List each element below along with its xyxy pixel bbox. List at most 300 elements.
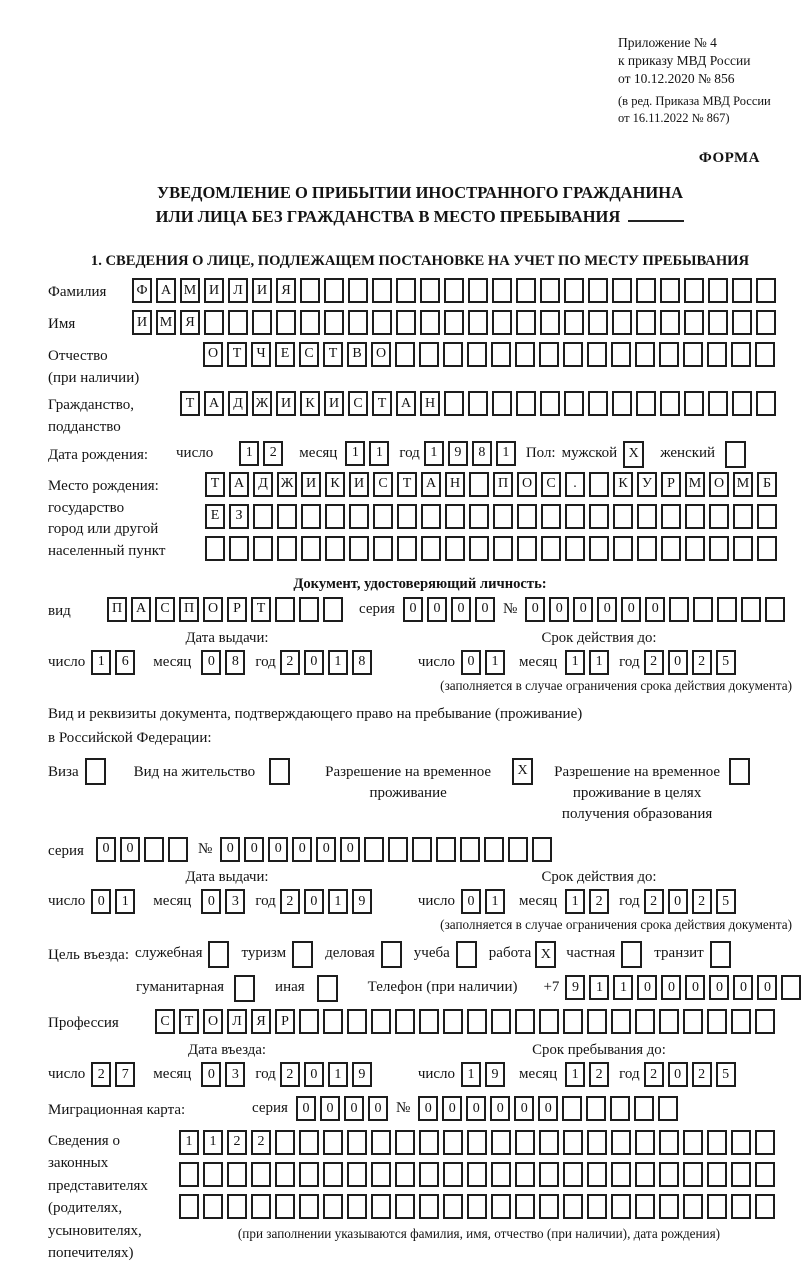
char-box[interactable]: 0 <box>514 1096 534 1121</box>
char-box[interactable] <box>539 1162 559 1187</box>
char-box[interactable]: 1 <box>565 1062 585 1087</box>
char-box[interactable] <box>565 536 585 561</box>
char-box[interactable] <box>564 391 584 416</box>
char-box[interactable]: А <box>421 472 441 497</box>
char-box[interactable] <box>491 1130 511 1155</box>
char-box[interactable]: И <box>324 391 344 416</box>
checkbox[interactable] <box>85 758 106 785</box>
char-box[interactable] <box>205 536 225 561</box>
char-box[interactable] <box>276 310 296 335</box>
char-box[interactable]: Д <box>253 472 273 497</box>
char-box[interactable] <box>397 536 417 561</box>
char-box[interactable]: 1 <box>565 650 585 675</box>
char-box[interactable] <box>275 1162 295 1187</box>
char-box[interactable]: 1 <box>424 441 444 466</box>
char-box[interactable] <box>469 536 489 561</box>
char-box[interactable] <box>275 1130 295 1155</box>
char-box[interactable]: 5 <box>716 650 736 675</box>
char-box[interactable]: 1 <box>565 889 585 914</box>
char-box[interactable] <box>301 536 321 561</box>
char-box[interactable] <box>564 310 584 335</box>
char-box[interactable] <box>708 278 728 303</box>
checkbox[interactable]: X <box>512 758 533 785</box>
char-box[interactable] <box>683 1130 703 1155</box>
char-box[interactable]: 2 <box>280 650 300 675</box>
char-box[interactable] <box>371 1009 391 1034</box>
char-box[interactable] <box>349 504 369 529</box>
char-box[interactable]: 2 <box>280 1062 300 1087</box>
char-box[interactable] <box>517 536 537 561</box>
char-box[interactable]: Т <box>323 342 343 367</box>
char-box[interactable] <box>709 536 729 561</box>
char-box[interactable]: 8 <box>352 650 372 675</box>
char-box[interactable]: С <box>373 472 393 497</box>
char-box[interactable] <box>661 504 681 529</box>
char-box[interactable] <box>541 504 561 529</box>
char-box[interactable]: М <box>156 310 176 335</box>
checkbox[interactable]: X <box>623 441 644 468</box>
char-box[interactable] <box>323 597 343 622</box>
char-box[interactable]: С <box>541 472 561 497</box>
char-box[interactable] <box>636 391 656 416</box>
char-box[interactable]: 2 <box>251 1130 271 1155</box>
char-box[interactable]: 0 <box>403 597 423 622</box>
char-box[interactable] <box>589 536 609 561</box>
char-box[interactable] <box>277 536 297 561</box>
char-box[interactable]: Л <box>228 278 248 303</box>
char-box[interactable] <box>683 1009 703 1034</box>
char-box[interactable]: Я <box>180 310 200 335</box>
char-box[interactable]: О <box>371 342 391 367</box>
char-box[interactable] <box>349 536 369 561</box>
char-box[interactable] <box>611 1130 631 1155</box>
char-box[interactable] <box>468 278 488 303</box>
char-box[interactable] <box>683 1194 703 1219</box>
char-box[interactable]: Б <box>757 472 777 497</box>
char-box[interactable] <box>372 310 392 335</box>
char-box[interactable] <box>732 310 752 335</box>
char-box[interactable] <box>635 1162 655 1187</box>
char-box[interactable]: 0 <box>538 1096 558 1121</box>
char-box[interactable]: 2 <box>227 1130 247 1155</box>
char-box[interactable] <box>635 1130 655 1155</box>
char-box[interactable] <box>203 1194 223 1219</box>
char-box[interactable]: Ж <box>252 391 272 416</box>
char-box[interactable] <box>659 1194 679 1219</box>
char-box[interactable] <box>635 342 655 367</box>
char-box[interactable]: Т <box>180 391 200 416</box>
char-box[interactable]: Н <box>445 472 465 497</box>
char-box[interactable]: 0 <box>296 1096 316 1121</box>
char-box[interactable] <box>491 1194 511 1219</box>
char-box[interactable]: 0 <box>668 650 688 675</box>
char-box[interactable]: 0 <box>368 1096 388 1121</box>
char-box[interactable] <box>516 278 536 303</box>
char-box[interactable]: 2 <box>644 889 664 914</box>
char-box[interactable] <box>323 1009 343 1034</box>
char-box[interactable] <box>443 1194 463 1219</box>
char-box[interactable]: 1 <box>589 650 609 675</box>
char-box[interactable] <box>707 1194 727 1219</box>
char-box[interactable] <box>371 1130 391 1155</box>
char-box[interactable] <box>565 504 585 529</box>
char-box[interactable]: 0 <box>304 889 324 914</box>
char-box[interactable] <box>468 391 488 416</box>
char-box[interactable] <box>395 1130 415 1155</box>
char-box[interactable]: У <box>637 472 657 497</box>
char-box[interactable]: П <box>493 472 513 497</box>
char-box[interactable] <box>588 278 608 303</box>
char-box[interactable] <box>397 504 417 529</box>
char-box[interactable] <box>515 1194 535 1219</box>
char-box[interactable] <box>539 1009 559 1034</box>
char-box[interactable] <box>299 597 319 622</box>
char-box[interactable] <box>419 1130 439 1155</box>
char-box[interactable]: В <box>347 342 367 367</box>
checkbox[interactable] <box>725 441 746 468</box>
char-box[interactable]: 1 <box>203 1130 223 1155</box>
char-box[interactable]: Т <box>397 472 417 497</box>
char-box[interactable] <box>611 1194 631 1219</box>
char-box[interactable] <box>325 536 345 561</box>
char-box[interactable]: Т <box>227 342 247 367</box>
char-box[interactable]: 2 <box>692 650 712 675</box>
char-box[interactable] <box>467 342 487 367</box>
char-box[interactable] <box>685 504 705 529</box>
char-box[interactable] <box>731 1130 751 1155</box>
char-box[interactable]: 1 <box>179 1130 199 1155</box>
char-box[interactable] <box>707 1009 727 1034</box>
char-box[interactable]: Я <box>276 278 296 303</box>
char-box[interactable] <box>589 472 609 497</box>
char-box[interactable] <box>732 391 752 416</box>
char-box[interactable]: 6 <box>115 650 135 675</box>
char-box[interactable] <box>324 310 344 335</box>
char-box[interactable]: А <box>156 278 176 303</box>
char-box[interactable] <box>491 1162 511 1187</box>
char-box[interactable] <box>637 504 657 529</box>
char-box[interactable] <box>539 342 559 367</box>
char-box[interactable] <box>372 278 392 303</box>
char-box[interactable]: Е <box>205 504 225 529</box>
char-box[interactable] <box>757 536 777 561</box>
char-box[interactable] <box>347 1130 367 1155</box>
char-box[interactable]: Т <box>372 391 392 416</box>
char-box[interactable] <box>733 504 753 529</box>
char-box[interactable] <box>324 278 344 303</box>
char-box[interactable] <box>421 536 441 561</box>
char-box[interactable] <box>563 1009 583 1034</box>
char-box[interactable] <box>253 504 273 529</box>
char-box[interactable] <box>612 278 632 303</box>
checkbox[interactable]: X <box>535 941 556 968</box>
char-box[interactable] <box>755 342 775 367</box>
char-box[interactable] <box>395 1009 415 1034</box>
char-box[interactable] <box>323 1194 343 1219</box>
char-box[interactable]: 0 <box>320 1096 340 1121</box>
char-box[interactable] <box>373 536 393 561</box>
char-box[interactable]: 3 <box>225 1062 245 1087</box>
char-box[interactable] <box>562 1096 582 1121</box>
char-box[interactable]: 1 <box>328 1062 348 1087</box>
char-box[interactable] <box>755 1162 775 1187</box>
char-box[interactable] <box>443 1162 463 1187</box>
char-box[interactable]: А <box>396 391 416 416</box>
checkbox[interactable] <box>710 941 731 968</box>
char-box[interactable] <box>492 310 512 335</box>
char-box[interactable]: С <box>348 391 368 416</box>
char-box[interactable] <box>637 536 657 561</box>
char-box[interactable] <box>347 1194 367 1219</box>
char-box[interactable] <box>516 391 536 416</box>
char-box[interactable]: С <box>155 1009 175 1034</box>
char-box[interactable]: 0 <box>451 597 471 622</box>
char-box[interactable]: 0 <box>733 975 753 1000</box>
char-box[interactable] <box>659 1130 679 1155</box>
char-box[interactable] <box>371 1162 391 1187</box>
char-box[interactable] <box>420 278 440 303</box>
char-box[interactable] <box>611 342 631 367</box>
char-box[interactable] <box>388 837 408 862</box>
char-box[interactable]: 1 <box>91 650 111 675</box>
char-box[interactable]: 0 <box>91 889 111 914</box>
char-box[interactable]: 0 <box>573 597 593 622</box>
checkbox[interactable] <box>729 758 750 785</box>
char-box[interactable]: Д <box>228 391 248 416</box>
char-box[interactable] <box>515 342 535 367</box>
char-box[interactable]: 2 <box>644 1062 664 1087</box>
char-box[interactable]: 0 <box>525 597 545 622</box>
char-box[interactable]: 2 <box>692 1062 712 1087</box>
char-box[interactable] <box>756 391 776 416</box>
char-box[interactable]: 9 <box>352 1062 372 1087</box>
char-box[interactable] <box>445 536 465 561</box>
char-box[interactable] <box>539 1194 559 1219</box>
char-box[interactable]: 0 <box>685 975 705 1000</box>
char-box[interactable] <box>587 1130 607 1155</box>
char-box[interactable]: П <box>179 597 199 622</box>
char-box[interactable]: 0 <box>621 597 641 622</box>
char-box[interactable] <box>539 1130 559 1155</box>
char-box[interactable]: 1 <box>589 975 609 1000</box>
char-box[interactable] <box>661 536 681 561</box>
char-box[interactable]: К <box>325 472 345 497</box>
char-box[interactable]: С <box>299 342 319 367</box>
char-box[interactable] <box>755 1130 775 1155</box>
char-box[interactable]: 1 <box>345 441 365 466</box>
char-box[interactable] <box>445 504 465 529</box>
char-box[interactable] <box>757 504 777 529</box>
char-box[interactable] <box>683 342 703 367</box>
char-box[interactable] <box>419 342 439 367</box>
char-box[interactable]: М <box>733 472 753 497</box>
char-box[interactable]: К <box>613 472 633 497</box>
char-box[interactable] <box>733 536 753 561</box>
char-box[interactable] <box>299 1009 319 1034</box>
char-box[interactable]: 1 <box>369 441 389 466</box>
char-box[interactable] <box>469 504 489 529</box>
char-box[interactable]: 0 <box>268 837 288 862</box>
checkbox[interactable] <box>621 941 642 968</box>
char-box[interactable]: 0 <box>461 650 481 675</box>
char-box[interactable] <box>659 1009 679 1034</box>
char-box[interactable]: М <box>180 278 200 303</box>
char-box[interactable]: 9 <box>352 889 372 914</box>
char-box[interactable] <box>301 504 321 529</box>
char-box[interactable]: 1 <box>613 975 633 1000</box>
char-box[interactable] <box>204 310 224 335</box>
checkbox[interactable] <box>292 941 313 968</box>
char-box[interactable] <box>589 504 609 529</box>
char-box[interactable]: 7 <box>115 1062 135 1087</box>
char-box[interactable] <box>203 1162 223 1187</box>
char-box[interactable] <box>420 310 440 335</box>
char-box[interactable] <box>685 536 705 561</box>
char-box[interactable] <box>467 1009 487 1034</box>
char-box[interactable] <box>708 310 728 335</box>
char-box[interactable] <box>444 391 464 416</box>
char-box[interactable]: Р <box>227 597 247 622</box>
char-box[interactable]: Л <box>227 1009 247 1034</box>
char-box[interactable] <box>540 278 560 303</box>
char-box[interactable] <box>684 391 704 416</box>
char-box[interactable] <box>467 1194 487 1219</box>
char-box[interactable] <box>460 837 480 862</box>
char-box[interactable] <box>732 278 752 303</box>
char-box[interactable] <box>541 536 561 561</box>
char-box[interactable] <box>756 278 776 303</box>
char-box[interactable] <box>469 472 489 497</box>
char-box[interactable] <box>684 310 704 335</box>
char-box[interactable] <box>277 504 297 529</box>
char-box[interactable] <box>179 1194 199 1219</box>
char-box[interactable] <box>612 391 632 416</box>
checkbox[interactable] <box>208 941 229 968</box>
char-box[interactable] <box>563 1130 583 1155</box>
char-box[interactable] <box>741 597 761 622</box>
char-box[interactable] <box>323 1130 343 1155</box>
char-box[interactable] <box>611 1162 631 1187</box>
char-box[interactable] <box>669 597 689 622</box>
char-box[interactable]: 0 <box>597 597 617 622</box>
char-box[interactable] <box>300 278 320 303</box>
char-box[interactable] <box>467 1162 487 1187</box>
char-box[interactable] <box>275 1194 295 1219</box>
char-box[interactable] <box>781 975 801 1000</box>
char-box[interactable] <box>660 278 680 303</box>
char-box[interactable]: О <box>517 472 537 497</box>
char-box[interactable] <box>300 310 320 335</box>
char-box[interactable] <box>364 837 384 862</box>
char-box[interactable]: 0 <box>668 1062 688 1087</box>
char-box[interactable]: 0 <box>344 1096 364 1121</box>
char-box[interactable]: Н <box>420 391 440 416</box>
char-box[interactable] <box>412 837 432 862</box>
char-box[interactable]: . <box>565 472 585 497</box>
char-box[interactable]: О <box>709 472 729 497</box>
char-box[interactable]: 1 <box>328 650 348 675</box>
char-box[interactable] <box>396 310 416 335</box>
char-box[interactable]: И <box>301 472 321 497</box>
char-box[interactable]: 2 <box>280 889 300 914</box>
char-box[interactable]: 0 <box>637 975 657 1000</box>
char-box[interactable]: 0 <box>461 889 481 914</box>
char-box[interactable]: 9 <box>485 1062 505 1087</box>
char-box[interactable] <box>395 1194 415 1219</box>
checkbox[interactable] <box>317 975 338 1002</box>
char-box[interactable] <box>419 1194 439 1219</box>
char-box[interactable] <box>443 1130 463 1155</box>
char-box[interactable] <box>586 1096 606 1121</box>
char-box[interactable] <box>396 278 416 303</box>
char-box[interactable]: И <box>204 278 224 303</box>
char-box[interactable]: 2 <box>589 1062 609 1087</box>
char-box[interactable] <box>493 536 513 561</box>
char-box[interactable]: С <box>155 597 175 622</box>
char-box[interactable] <box>731 342 751 367</box>
char-box[interactable]: Я <box>251 1009 271 1034</box>
char-box[interactable] <box>493 504 513 529</box>
checkbox[interactable] <box>234 975 255 1002</box>
char-box[interactable]: 1 <box>485 650 505 675</box>
char-box[interactable] <box>348 278 368 303</box>
char-box[interactable] <box>299 1194 319 1219</box>
char-box[interactable]: Ч <box>251 342 271 367</box>
char-box[interactable]: И <box>132 310 152 335</box>
char-box[interactable]: 0 <box>757 975 777 1000</box>
char-box[interactable] <box>251 1194 271 1219</box>
char-box[interactable] <box>228 310 248 335</box>
char-box[interactable]: 0 <box>709 975 729 1000</box>
char-box[interactable]: А <box>229 472 249 497</box>
char-box[interactable]: 0 <box>442 1096 462 1121</box>
char-box[interactable]: 0 <box>466 1096 486 1121</box>
char-box[interactable]: 0 <box>661 975 681 1000</box>
char-box[interactable]: 0 <box>304 1062 324 1087</box>
char-box[interactable] <box>755 1009 775 1034</box>
char-box[interactable] <box>731 1194 751 1219</box>
char-box[interactable]: 5 <box>716 1062 736 1087</box>
char-box[interactable] <box>532 837 552 862</box>
char-box[interactable]: 1 <box>461 1062 481 1087</box>
char-box[interactable] <box>564 278 584 303</box>
char-box[interactable] <box>636 278 656 303</box>
char-box[interactable] <box>717 597 737 622</box>
checkbox[interactable] <box>269 758 290 785</box>
char-box[interactable] <box>515 1009 535 1034</box>
char-box[interactable]: Р <box>661 472 681 497</box>
char-box[interactable] <box>731 1162 751 1187</box>
char-box[interactable]: 9 <box>565 975 585 1000</box>
char-box[interactable] <box>693 597 713 622</box>
char-box[interactable] <box>636 310 656 335</box>
char-box[interactable] <box>419 1162 439 1187</box>
char-box[interactable] <box>421 504 441 529</box>
char-box[interactable]: О <box>203 597 223 622</box>
char-box[interactable]: И <box>252 278 272 303</box>
char-box[interactable] <box>371 1194 391 1219</box>
checkbox[interactable] <box>456 941 477 968</box>
char-box[interactable] <box>229 536 249 561</box>
char-box[interactable]: 0 <box>220 837 240 862</box>
char-box[interactable]: Ж <box>277 472 297 497</box>
char-box[interactable]: 0 <box>292 837 312 862</box>
char-box[interactable] <box>708 391 728 416</box>
char-box[interactable] <box>610 1096 630 1121</box>
char-box[interactable] <box>563 1162 583 1187</box>
char-box[interactable]: А <box>204 391 224 416</box>
char-box[interactable] <box>563 342 583 367</box>
